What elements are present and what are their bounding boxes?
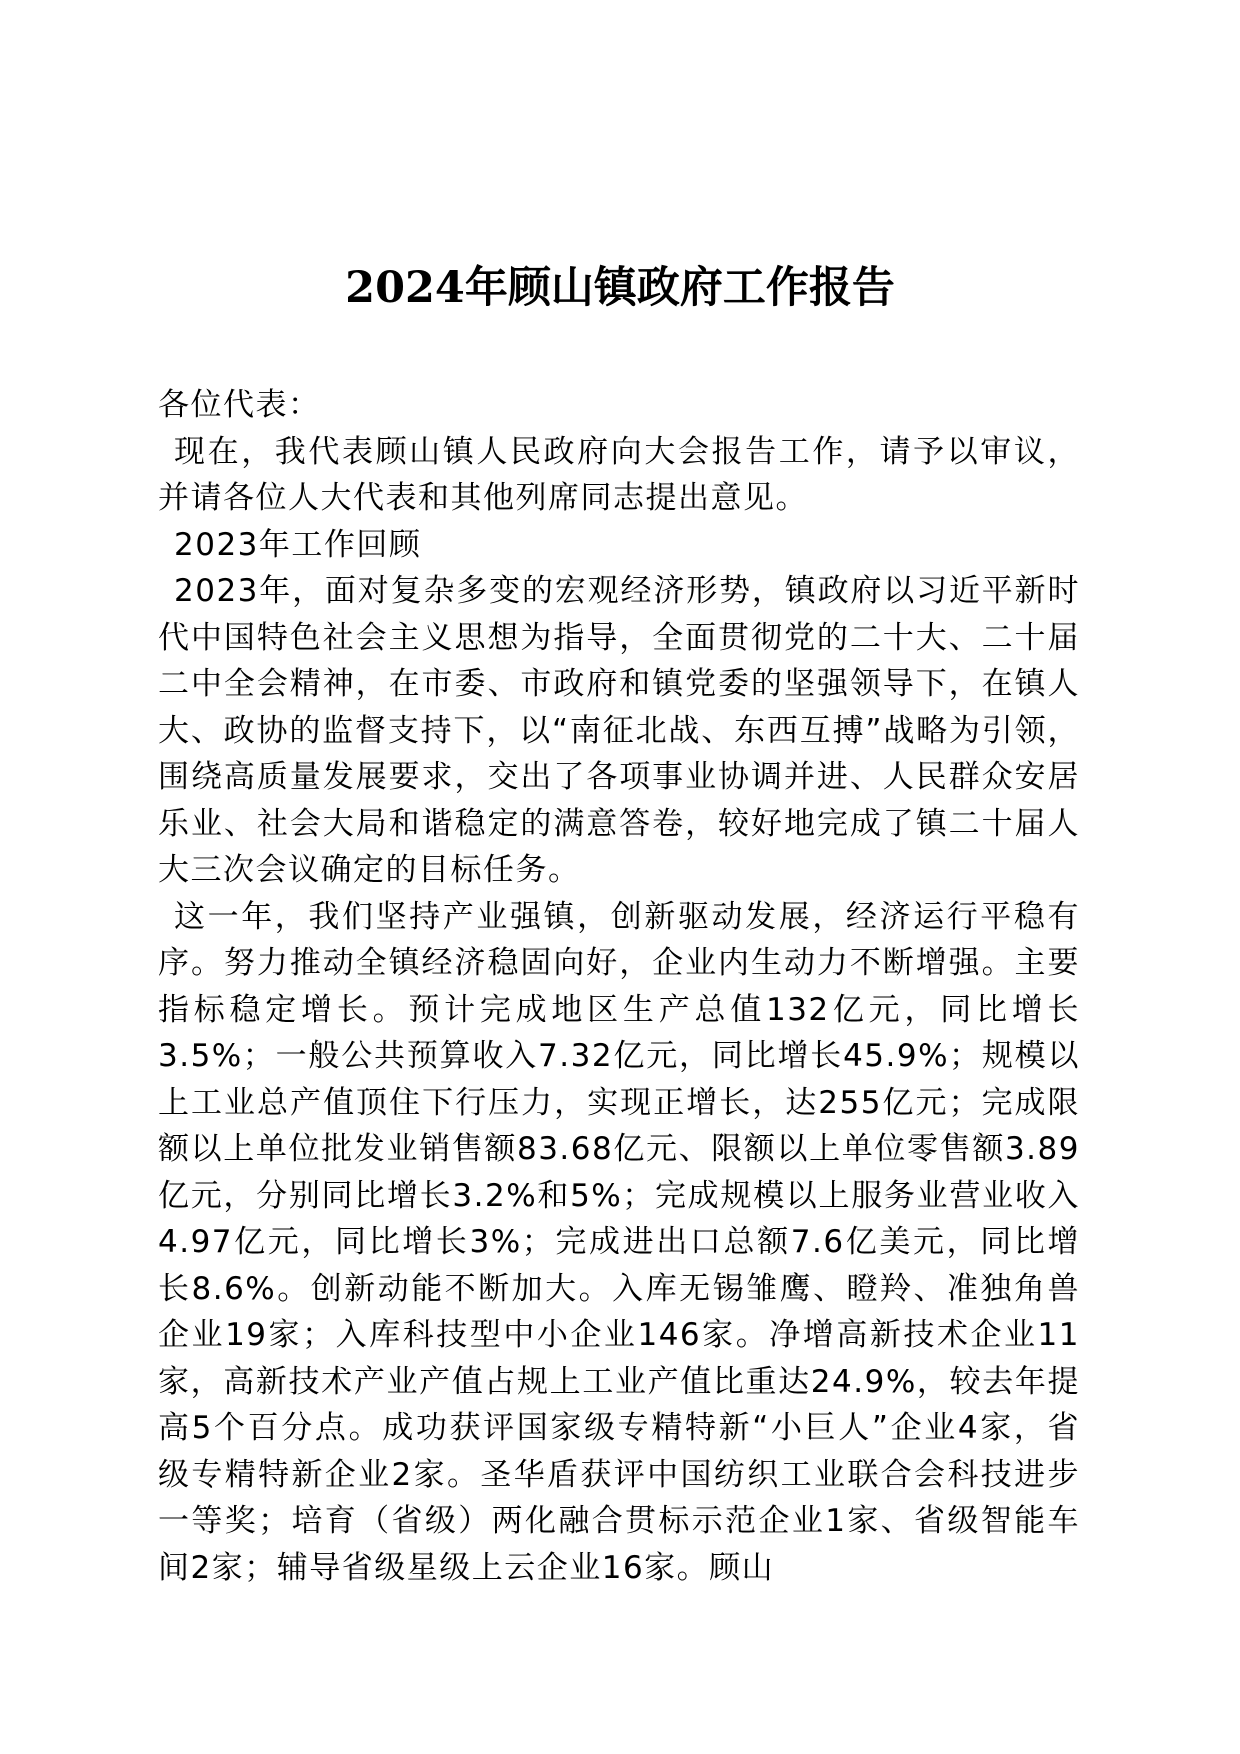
document-body [158,382,1080,1591]
intro-paragraph: 现在，我代表顾山镇人民政府向大会报告工作，请予以审议，并请各位人大代表和其他列席同志提出意见。 [158,433,1080,516]
body-paragraph-2: 这一年，我们坚持产业强镇，创新驱动发展，经济运行平稳有序。努力推动全镇经济稳固向好，企业内生动力不断增强。主要指标稳定增长。预计完成地区生产总值132亿元，同比增长3.5%；一般公共预算收入7.32亿元，同比增长45.9%；规模以上工业总产值顶住下行压力，实现正增长，达255亿元；完成限额以上单位批发业销售额83.68亿元、限额以上单位零售额3.89亿元，分别同比增长3.2%和5%；完成规模以上服务业营业收入4.97亿元，同比增长3%；完成进出口总额7.6亿美元，同比增长8.6%。创新动能不断加大。入库无锡雏鹰、瞪羚、准独角兽企业19家；入库科技型中小企业146家。净增高新技术企业11家，高新技术产业产值占规上工业产值比重达24.9%，较去年提高5个百分点。成功获评国家级专精特新“小巨人”企业4家，省级专精特新企业2家。圣华盾获评中国纺织工业联合会科技进步一等奖；培育（省级）两化融合贯标示范企业1家、省级智能车间2家；辅导省级星级上云企业16家。顾山 [158,898,1080,1586]
body-paragraph-1: 2023年，面对复杂多变的宏观经济形势，镇政府以习近平新时代中国特色社会主义思想为指导，全面贯彻党的二十大、二十届二中全会精神，在市委、市政府和镇党委的坚强领导下，在镇人大、政协的监督支持下，以“南征北战、东西互搏”战略为引领，围绕高质量发展要求，交出了各项事业协调并进、人民群众安居乐业、社会大局和谐稳定的满意答卷，较好地完成了镇二十届人大三次会议确定的目标任务。 [158,573,1080,888]
section-heading: 2023年工作回顾 [174,526,422,563]
document-title: 2024年顾山镇政府工作报告 [345,263,895,313]
salutation: 各位代表： [158,387,321,423]
